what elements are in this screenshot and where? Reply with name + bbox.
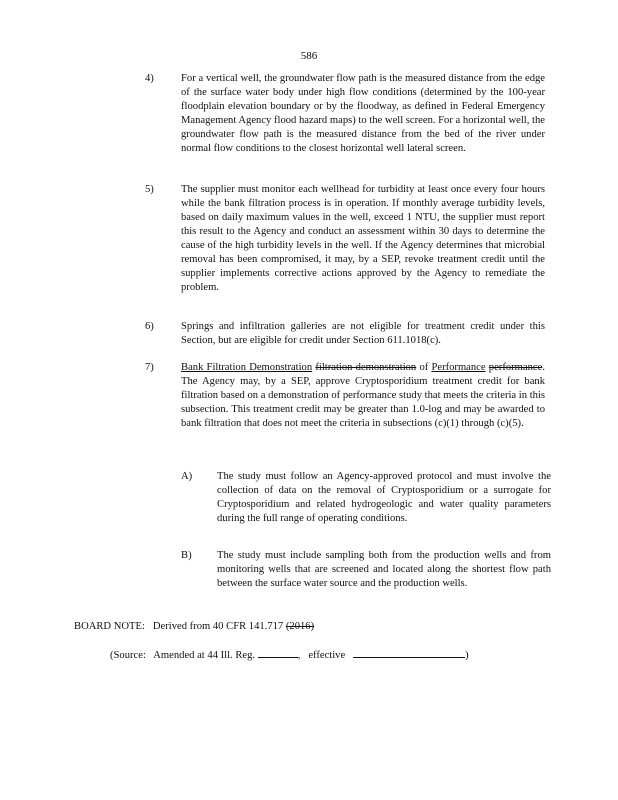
list-item-7	[145, 361, 545, 431]
source-prefix: (Source:	[110, 650, 146, 661]
board-note-label: BOARD NOTE:	[74, 621, 145, 632]
source-close: )	[465, 650, 469, 661]
board-note-text: Derived from 40 CFR 141.717	[152, 621, 284, 632]
item-text: Springs and infiltration galleries are not eligible for treatment credit under this Section, but are eligible for credit under Section 611.1018(c).	[181, 321, 545, 346]
sub-item-number: B)	[181, 550, 192, 561]
board-note-struck: (2016)	[285, 621, 315, 632]
sub-item-b	[181, 549, 551, 591]
inserted-heading: Bank Filtration Demonstration	[181, 362, 313, 373]
reg-blank	[258, 646, 298, 658]
list-item-6	[145, 320, 545, 348]
item-text: For a vertical well, the groundwater flow path is the measured distance from the edge of the surface water body under high flow conditions (determined by the 100-year floodplain elevation boundary or by the floodway, as defined in Federal Emergency Management Agency flood hazard maps) to the well screen. For a horizontal well, the groundwater flow path is the measured distance from the bed of the river under normal flow conditions to the closest horizontal well lateral screen.	[181, 73, 545, 154]
deleted-word: performance	[488, 362, 543, 373]
item-number: 6)	[145, 321, 154, 332]
sub-item-number: A)	[181, 471, 193, 482]
sub-item-a	[181, 470, 551, 526]
source-note	[110, 646, 530, 663]
item-number: 4)	[145, 73, 154, 84]
board-note	[74, 620, 534, 634]
item-number: 7)	[145, 362, 154, 373]
heading-of: of	[419, 362, 429, 373]
source-comma: ,	[297, 650, 301, 661]
source-effective: effective	[308, 650, 346, 661]
inserted-word: Performance	[431, 362, 486, 373]
item-text	[181, 361, 545, 431]
item-text: The supplier must monitor each wellhead for turbidity at least once every four hours while the bank filtration process is in operation. If monthly average turbidity levels, based on daily maximum values in the well, exceed 1 NTU, the supplier must report this result to the Agency and conduct an assessment within 30 days to determine the cause of the high turbidity levels in the well. If the Agency determines that microbial removal has been compromised, it may, by a SEP, revoke treatment credit until the supplier implements corrective actions approved by the Agency to remediate the problem.	[181, 184, 545, 293]
deleted-heading: filtration demonstration	[315, 362, 417, 373]
list-item-4	[145, 72, 545, 156]
list-item-5	[145, 183, 545, 295]
item-7-text: . The Agency may, by a SEP, approve Cryptosporidium treatment credit for bank filtration based on a demonstration of performance study that meets the criteria in this subsection. This treatment credit may be greater than 1.0-log and may be awarded to bank filtration that does not meet the criteria in subsections (c)(1) through (c)(5).	[181, 362, 545, 429]
page-number: 586	[300, 50, 318, 62]
source-text: Amended at 44 Ill. Reg.	[153, 650, 256, 661]
sub-item-text: The study must include sampling both from the production wells and from monitoring wells that are screened and located along the shortest flow path between the surface water source and the production wells.	[217, 550, 551, 589]
item-number: 5)	[145, 184, 154, 195]
sub-item-text: The study must follow an Agency-approved protocol and must involve the collection of data on the removal of Cryptosporidium or a surrogate for Cryptosporidium and related hydrogeologic and water quality parameters during the full range of operating conditions.	[217, 471, 551, 524]
effective-blank	[353, 646, 465, 658]
